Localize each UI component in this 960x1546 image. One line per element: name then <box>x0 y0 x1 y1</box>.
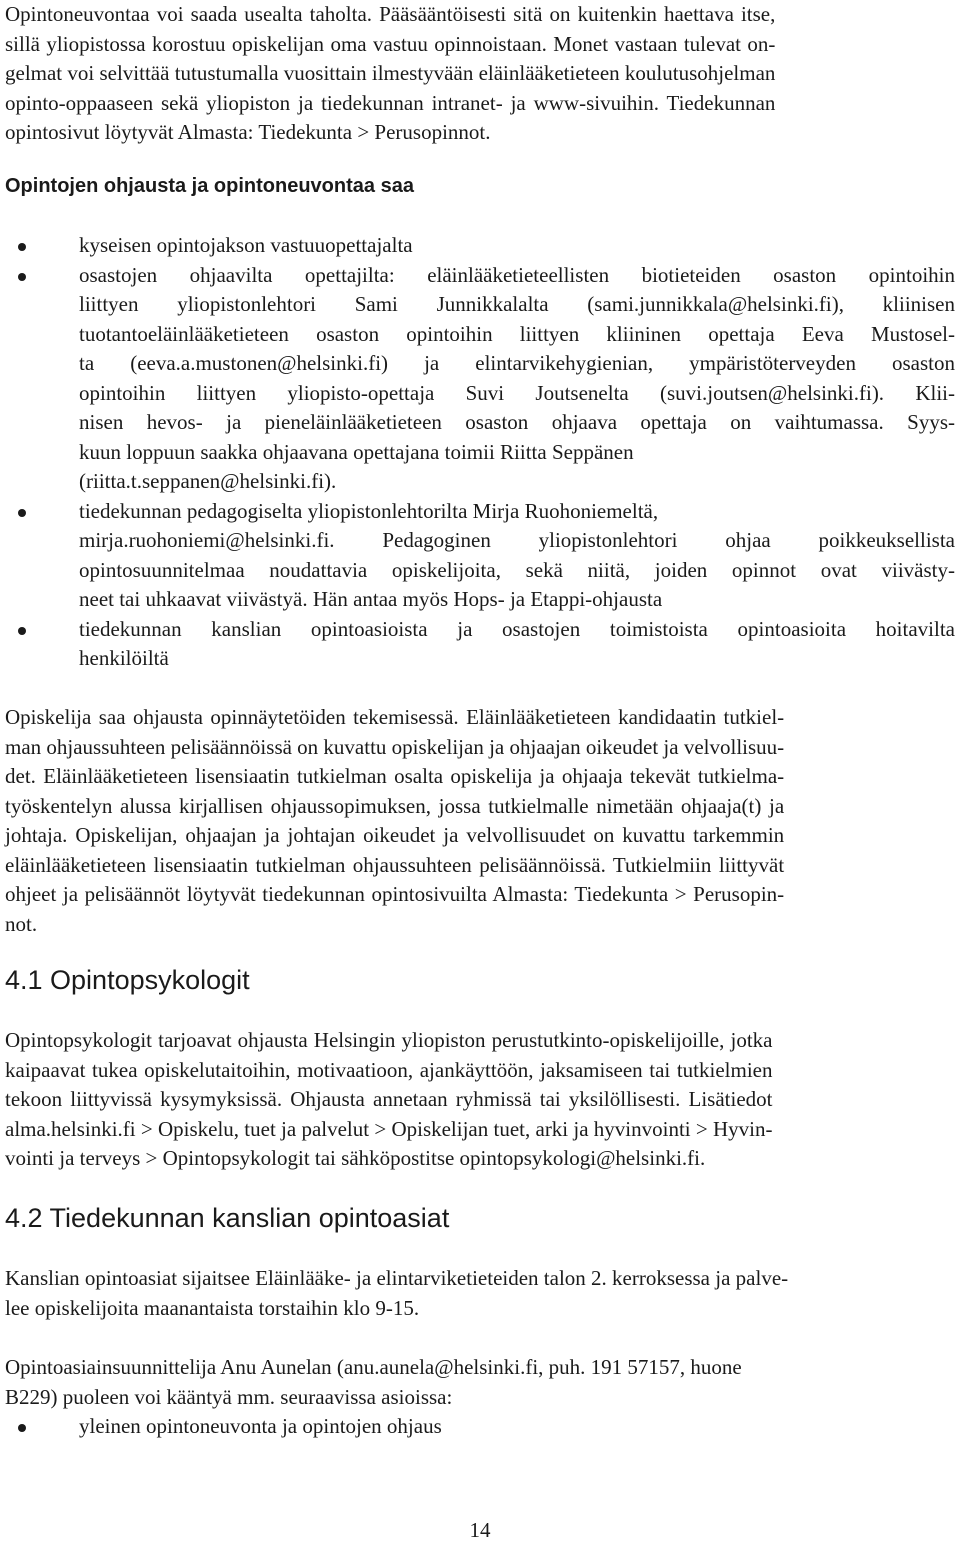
list-item <box>5 615 955 674</box>
text-line: tuotantoeläinlääketieteen osaston opintoihin liittyen kliininen opettaja Eeva Mustosel- <box>79 321 955 346</box>
text-line: (riitta.t.seppanen@helsinki.fi). <box>79 469 337 493</box>
text-line: ohjeet ja pelisäännöt löytyvät tiedekunnan opintosivuilta Almasta: Tiedekunta > Perusopin- <box>5 882 785 906</box>
text-line: opinto-oppaaseen sekä yliopiston ja tiedekunnan intranet- ja www-sivuihin. Tiedekunnan <box>5 90 776 115</box>
section-heading-office: 4.2 Tiedekunnan kanslian opintoasiat <box>5 1203 450 1233</box>
text-line: ta (eeva.a.mustonen@helsinki.fi) ja elintarvikehygienian, ympäristöterveyden osaston <box>79 351 955 375</box>
text-line: not. <box>5 911 38 936</box>
psychologists-paragraph <box>5 1026 772 1174</box>
contact-paragraph <box>5 1353 742 1412</box>
text-line: työskentelyn alussa kirjallisen ohjaussopimuksen, jossa tutkielmalle nimetään ohjaaja(t) ja <box>5 793 785 818</box>
text-line: Opintoasiainsuunnittelija Anu Aunelan (anu.aunela@helsinki.fi, puh. 191 57157, huone <box>5 1355 742 1379</box>
text-line: osastojen ohjaavilta opettajilta: eläinlääketieteellisten biotieteiden osaston opintoihin <box>79 262 955 287</box>
list-item <box>5 497 955 615</box>
text-line: nisen hevos- ja pieneläinlääketieteen osaston ohjaava opettaja on vaihtumassa. Syys- <box>79 410 955 434</box>
text-line: kyseisen opintojakson vastuuopettajalta <box>79 233 413 257</box>
text-line: Kanslian opintoasiat sijaitsee Eläinlääke- ja elintarviketieteiden talon 2. kerroksessa ja palve- <box>5 1266 789 1290</box>
text-line: Opintopsykologit tarjoavat ohjausta Helsingin yliopiston perustutkinto-opiskelijoille, jotka <box>5 1028 773 1052</box>
text-line: henkilöiltä <box>79 646 169 670</box>
thesis-paragraph <box>5 703 784 939</box>
text-line: mirja.ruohoniemi@helsinki.fi. Pedagoginen yliopistonlehtori ohjaa poikkeuksellista <box>79 528 955 552</box>
text-line: johtaja. Opiskelijan, ohjaajan ja johtajan oikeudet ja velvollisuudet on kuvattu tarkemmin <box>5 823 785 847</box>
text-line: eläinlääketieteen lisensiaatin tutkielman ohjaussuhteen pelisäännöissä. Tutkielmiin liittyvät <box>5 852 785 877</box>
page-number: 14 <box>469 1518 491 1542</box>
text-line: liittyen yliopistonlehtori Sami Junnikkalalta (sami.junnikkala@helsinki.fi), kliinisen <box>79 292 955 316</box>
text-line: alma.helsinki.fi > Opiskelu, tuet ja palvelut > Opiskelijan tuet, arki ja hyvinvointi > Hyvin- <box>5 1116 773 1141</box>
bullet-icon <box>18 509 26 517</box>
text-line: opintosivut löytyvät Almasta: Tiedekunta > Perusopinnot. <box>5 120 491 144</box>
office-topics-list <box>5 1412 955 1442</box>
bullet-icon <box>18 273 26 281</box>
text-line: sillä yliopistossa korostuu opiskelijan oma vastuu opinnoistaan. Monet vastaan tulevat on- <box>5 31 776 56</box>
intro-paragraph <box>5 0 775 148</box>
text-line: man ohjaussuhteen pelisäännöissä on kuvattu opiskelijan ja ohjaajan oikeudet ja velvollisuu- <box>5 734 785 759</box>
text-line: Opiskelija saa ohjausta opinnäytetöiden tekemisessä. Eläinlääketieteen kandidaatin tutkiel- <box>5 705 785 729</box>
bullet-icon <box>18 1424 26 1432</box>
text-line: det. Eläinlääketieteen lisensiaatin tutkielman osalta opiskelija ja ohjaaja tekevät tutkielma- <box>5 764 785 788</box>
list-item <box>5 261 955 497</box>
text-line: tiedekunnan kanslian opintoasioista ja osastojen toimistoista opintoasioita hoitavilta <box>79 616 955 641</box>
office-paragraph <box>5 1264 788 1323</box>
text-line: tekoon liittyvissä kysymyksissä. Ohjausta annetaan ryhmissä tai yksilöllisesti. Lisätiedot <box>5 1087 773 1111</box>
bullet-icon <box>18 243 26 251</box>
guidance-list <box>5 231 955 674</box>
text-line: opintosuunnitelmaa noudattavia opiskelijoita, sekä niitä, joiden opinnot ovat viivästy- <box>79 557 955 582</box>
list-item <box>5 231 955 261</box>
section-heading-psychologists: 4.1 Opintopsykologit <box>5 965 250 995</box>
bullet-icon <box>18 627 26 635</box>
list-item <box>5 1412 955 1442</box>
text-line: kuun loppuun saakka ohjaavana opettajana toimii Riitta Seppänen <box>79 439 634 464</box>
text-line: B229) puoleen voi kääntyä mm. seuraavissa asioissa: <box>5 1384 453 1409</box>
text-line: lee opiskelijoita maanantaista torstaihin klo 9-15. <box>5 1295 420 1320</box>
text-line: tiedekunnan pedagogiselta yliopistonlehtorilta Mirja Ruohoniemeltä, <box>79 498 659 523</box>
text-line: gelmat voi selvittää tutustumalla vuosittain ilmestyvään eläinlääketieteen koulutusohjelman <box>5 61 776 85</box>
text-line: kaipaavat tukea opiskelutaitoihin, motivaatioon, ajankäyttöön, jaksamiseen tai tutkielmien <box>5 1057 773 1082</box>
text-line: yleinen opintoneuvonta ja opintojen ohjaus <box>79 1414 442 1438</box>
text-line: opintoihin liittyen yliopisto-opettaja Suvi Joutsenelta (suvi.joutsen@helsinki.fi). Klii- <box>79 380 955 405</box>
guidance-heading: Opintojen ohjausta ja opintoneuvontaa saa <box>5 175 414 197</box>
text-line: Opintoneuvontaa voi saada usealta taholta. Pääsääntöisesti sitä on kuitenkin haettava itse, <box>5 2 776 26</box>
text-line: neet tai uhkaavat viivästyä. Hän antaa myös Hops- ja Etappi-ohjausta <box>79 587 663 611</box>
text-line: vointi ja terveys > Opintopsykologit tai sähköpostitse opintopsykologi@helsinki.fi. <box>5 1146 706 1170</box>
